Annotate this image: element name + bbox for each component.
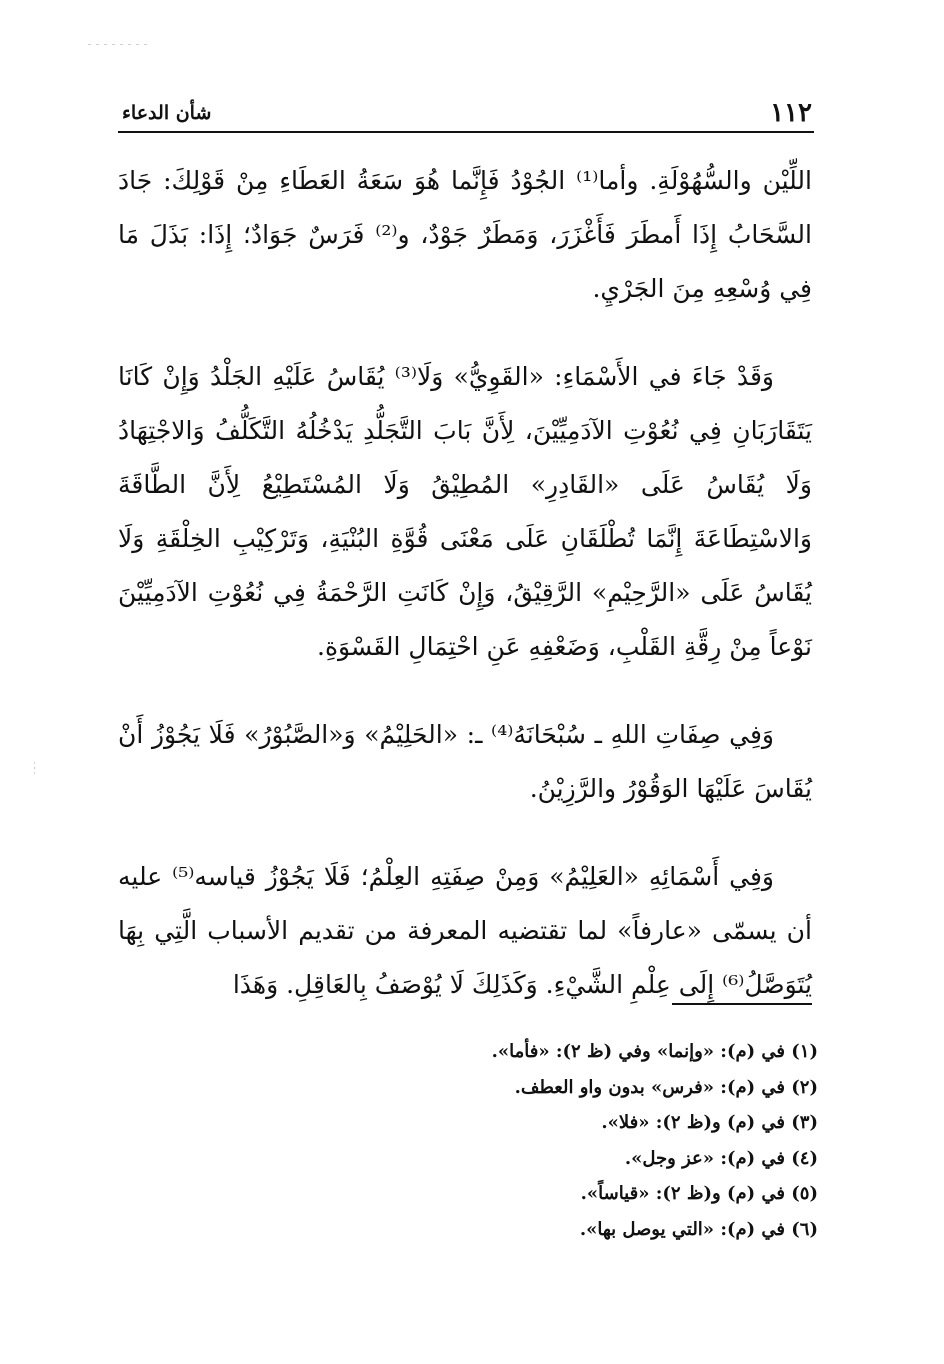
footnote: (٥) في (م) و(ظ ٢): «قياساً».: [580, 1183, 818, 1204]
scan-artifact: [88, 44, 152, 45]
page-header: [122, 96, 812, 130]
scan-artifact: [34, 762, 35, 776]
footnote: (١) في (م): «وإنما» وفي (ظ ٢): «فأما».: [491, 1041, 818, 1062]
page-number: ١١٢: [770, 98, 812, 128]
paragraph: وَفِي أَسْمَائِهِ «العَلِيْمُ» وَمِنْ صِفَتِهِ العِلْمُ؛ فَلَا يَجُوْزُ قياسه⁽⁵⁾ عليه أن يسمّى «عارفاً» لما تقتضيه المعرفة من تقديم الأسباب الَّتِي بِهَا يُتَوَصَّلُ⁽⁶⁾ إِلَى عِلْمِ الشَّيْءِ. وَكَذَلِكَ لَا يُوْصَفُ بِالعَاقِلِ. وَهَذَا: [118, 862, 812, 999]
paragraph: وَقَدْ جَاءَ في الأَسْمَاءِ: «القَوِيُّ» وَلَا⁽³⁾ يُقَاسُ عَلَيْهِ الجَلْدُ وَإِنْ كَانَا يَتَقَارَبَانِ فِي نُعُوْتِ الآدَمِيِّيْنَ، لِأَنَّ بَابَ التَّجَلُّدِ يَدْخُلُهُ التَّكَلُّفُ وَالاجْتِهَادُ وَلَا يُقَاسُ عَلَى «القَادِرِ» المُطِيْقُ وَلَا المُسْتَطِيْعُ لِأَنَّ الطَّاقَةَ وَالاسْتِطَاعَةَ إِنَّمَا تُطْلَقَانِ عَلَى مَعْنَى قُوَّةِ البُنْيَةِ، وَتَرْكِيْبِ الخِلْقَةِ وَلَا يُقَاسُ عَلَى «الرَّحِيْمِ» الرَّقِيْقُ، وَإِنْ كَانَتِ الرَّحْمَةُ فِي نُعُوْتِ الآدَمِيِّيْنَ نَوْعاً مِنْ رِقَّةِ القَلْبِ، وَضَعْفِهِ عَنِ احْتِمَالِ القَسْوَةِ.: [118, 362, 812, 661]
header-rule: [118, 131, 814, 133]
main-text: [118, 154, 812, 1046]
footnote-separator: [672, 1003, 812, 1005]
paragraph: اللِّيْن والسُّهُوْلَةِ. وأما⁽¹⁾ الجُوْدُ فَإِنَّما هُوَ سَعَةُ العَطَاءِ مِنْ قَوْلِكَ: جَادَ السَّحَابُ إِذَا أَمطَرَ فَأَغْزَرَ، وَمَطَرٌ جَوْدٌ، و⁽²⁾ فَرَسٌ جَوَادٌ؛ إِذَا: بَذَلَ مَا فِي وُسْعِهِ مِنَ الجَرْيِ.: [118, 166, 812, 303]
footnote: (٢) في (م): «فرس» بدون واو العطف.: [514, 1076, 818, 1098]
paragraph: وَفِي صِفَاتِ اللهِ ـ سُبْحَانَهُ⁽⁴⁾ ـ: «الحَلِيْمُ» وَ«الصَّبُوْرُ» فَلَا يَجُوْزُ أَنْ يُقَاسَ عَلَيْهَا الوَقُوْرُ والرَّزِيْنُ.: [118, 720, 812, 803]
footnote: (٤) في (م): «عز وجل».: [624, 1147, 818, 1169]
footnote: (٣) في (م) و(ظ ٢): «فلا».: [601, 1112, 818, 1133]
footnotes: [118, 1034, 818, 1247]
running-title: شأن الدعاء: [122, 102, 212, 124]
footnote: (٦) في (م): «التي يوصل بها».: [579, 1218, 818, 1240]
